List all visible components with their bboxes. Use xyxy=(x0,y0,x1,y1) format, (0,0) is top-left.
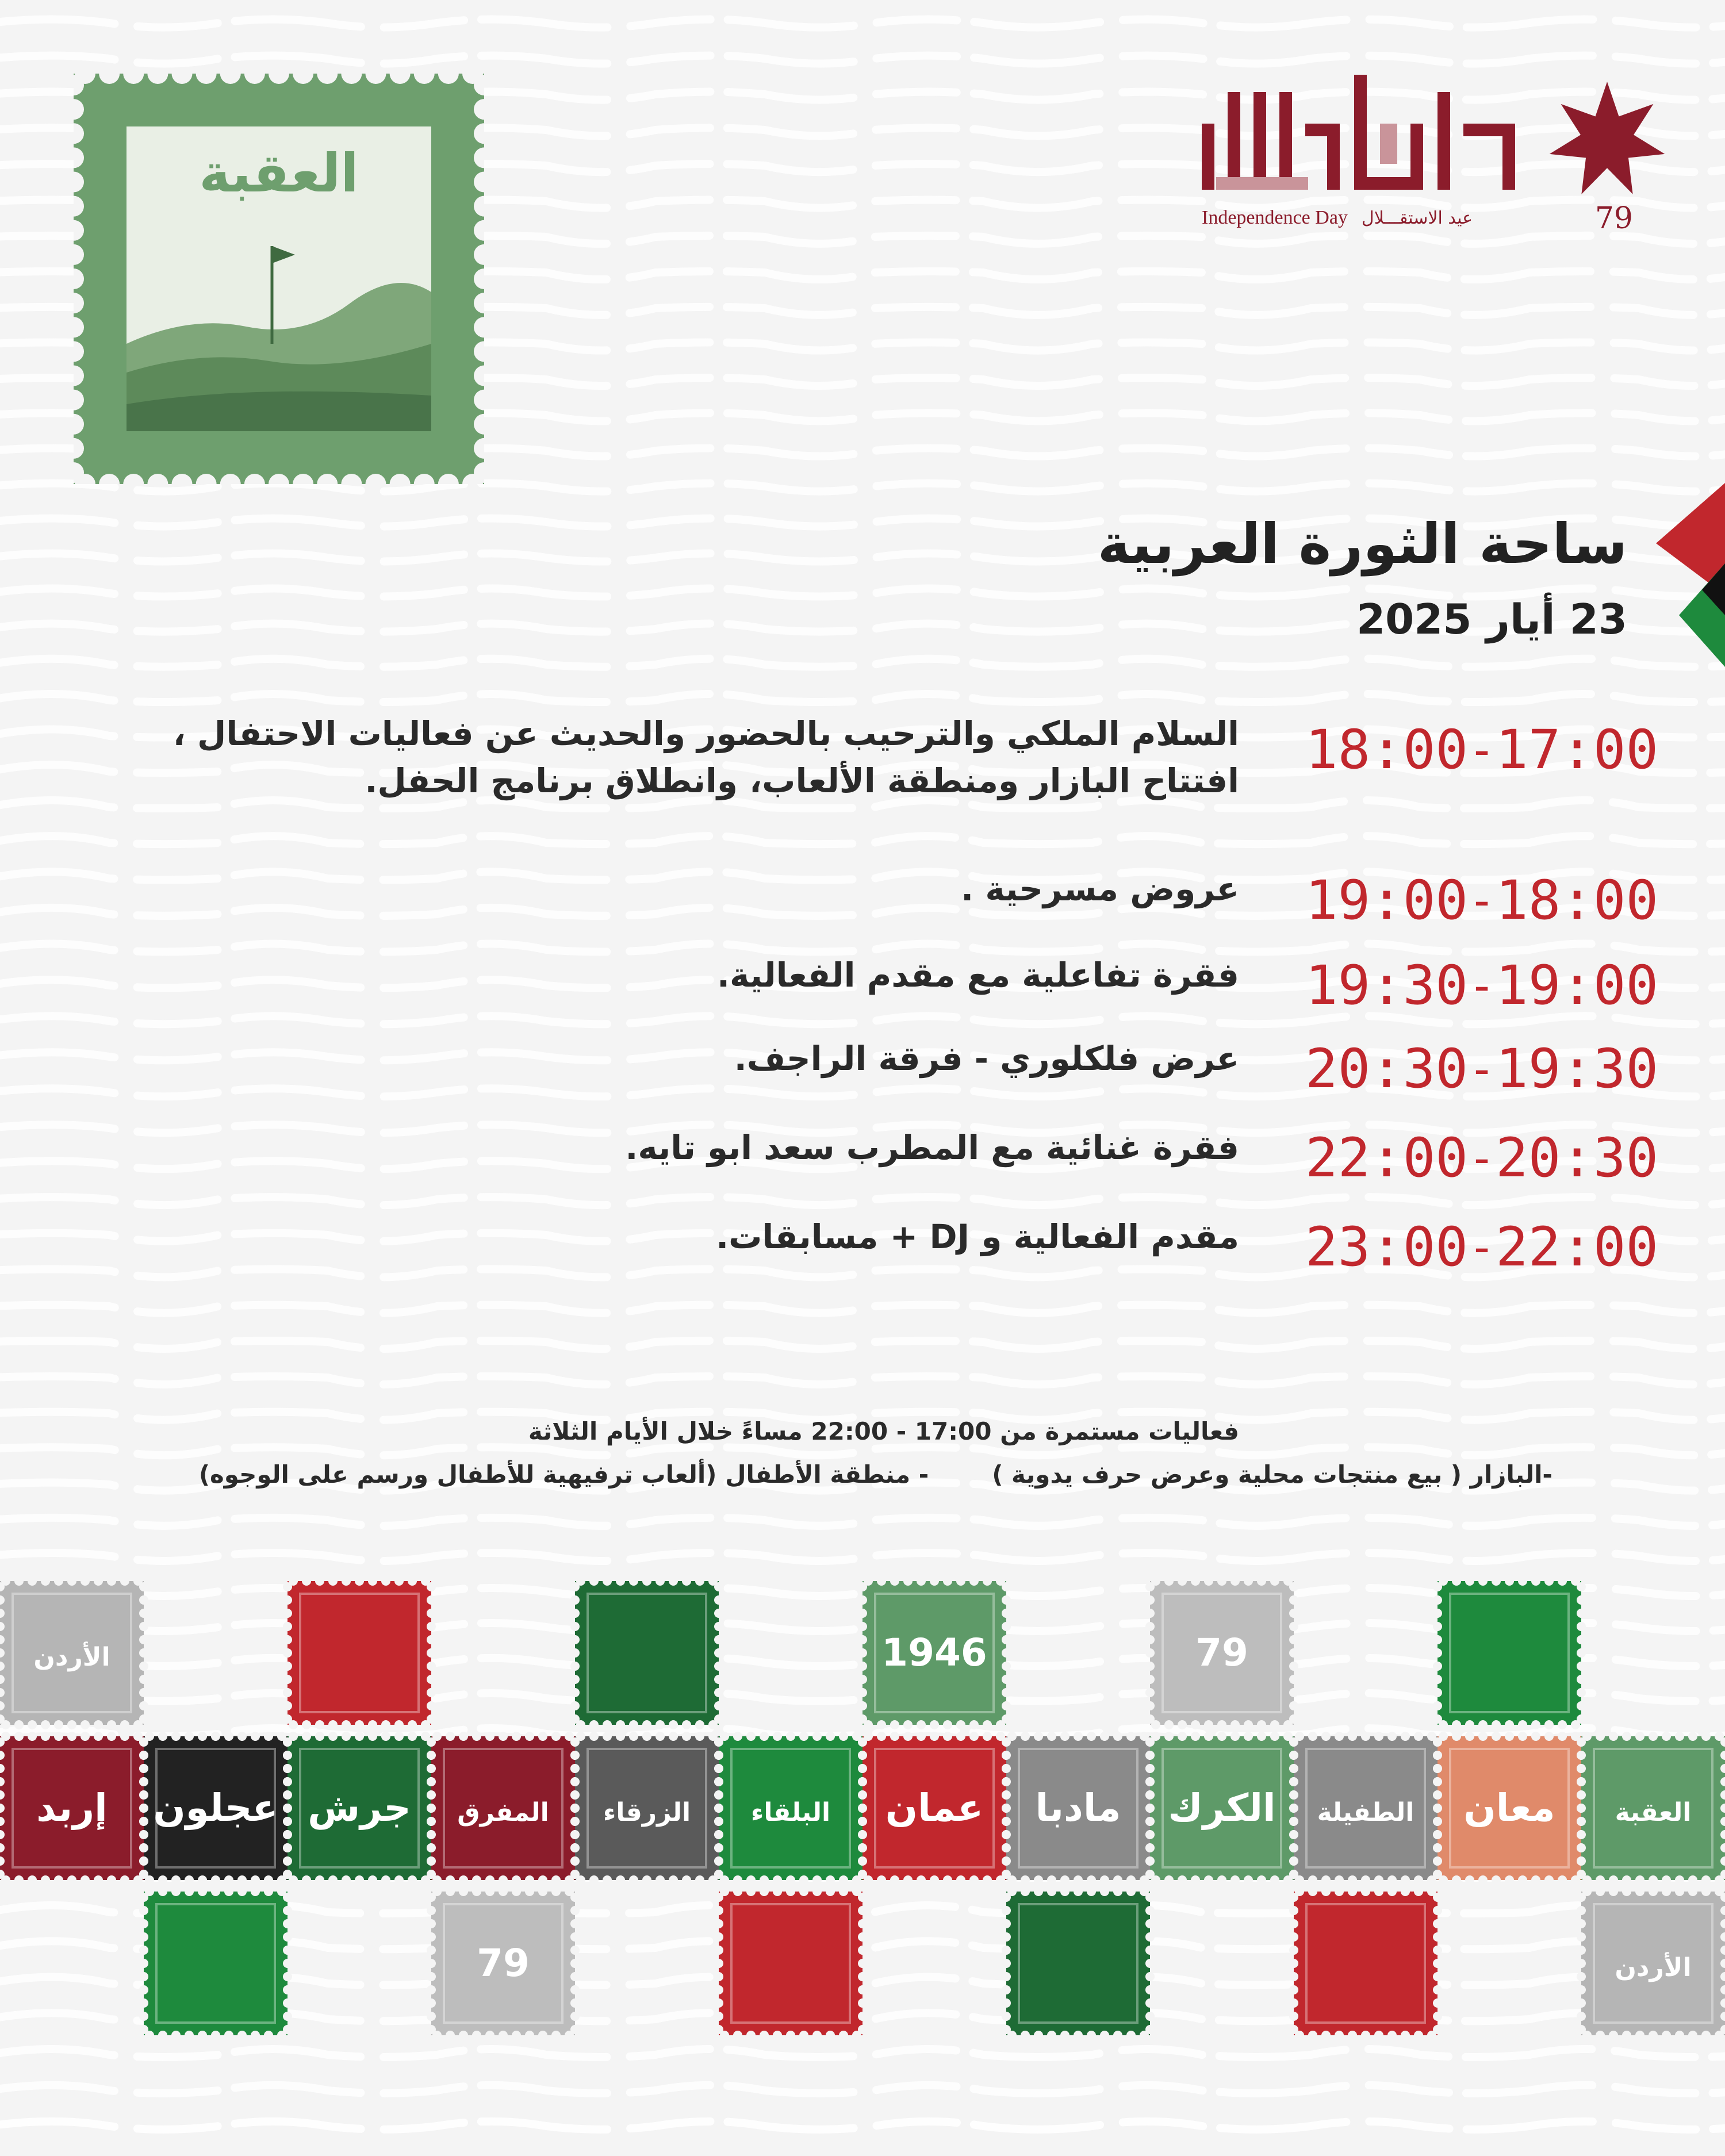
stamp-bottom-label: الأردن xyxy=(1615,1953,1692,1982)
stamp-bottom xyxy=(1577,1887,1725,2040)
stamp-city xyxy=(1145,1732,1298,1885)
stamp-top xyxy=(858,1581,1011,1729)
stamp-city-label: المفرق xyxy=(457,1798,549,1827)
stamp-city-label: الطفيلة xyxy=(1317,1798,1414,1827)
schedule-desc: فقرة تفاعلية مع مقدم الفعالية. xyxy=(716,956,1239,995)
stamp-city xyxy=(283,1732,436,1885)
time-range: 19:30 - 19:00 xyxy=(1305,954,1659,1017)
stamp-bottom xyxy=(714,1887,867,2040)
stamp-city-label: الزرقاء xyxy=(603,1798,691,1827)
stamp-city-label: عمان xyxy=(885,1786,984,1830)
logo-arabic-small: عيد الاستقـــلال xyxy=(1361,208,1473,228)
time-end: 22:00 xyxy=(1305,1127,1468,1190)
logo-english: Independence Day xyxy=(1202,207,1348,228)
logo-arabic-wordmark xyxy=(1184,69,1529,201)
event-date: 23 أيار 2025 xyxy=(1356,595,1627,643)
stamp-city-label: الكرك xyxy=(1168,1786,1276,1830)
aqaba-main-stamp xyxy=(74,74,484,484)
stamp-city xyxy=(714,1732,867,1885)
schedule-desc: السلام الملكي والترحيب بالحضور والحديث عن فعاليات الاحتفال ، افتتاح البازار ومنطقة الألعاب، وانطلاق برنامج الحفل. xyxy=(172,714,1239,801)
stamp-bottom xyxy=(1289,1887,1442,2040)
stamp-city xyxy=(139,1732,292,1885)
stamp-city-label: العقبة xyxy=(1615,1798,1692,1827)
stamp-top xyxy=(1145,1581,1298,1729)
stamp-top-label: الأردن xyxy=(33,1643,110,1672)
logo-subtitle xyxy=(1202,207,1473,229)
stamp-city-label: إربد xyxy=(36,1786,108,1830)
stamp-city xyxy=(1577,1732,1725,1885)
stamp-top-label: 1946 xyxy=(881,1631,987,1675)
stamp-city xyxy=(0,1732,148,1885)
time-range: 23:00 - 22:00 xyxy=(1305,1216,1659,1279)
stamp-top xyxy=(570,1581,723,1729)
stamp-top xyxy=(0,1581,148,1729)
schedule-desc: فقرة غنائية مع المطرب سعد ابو تايه. xyxy=(625,1128,1239,1167)
independence-logo xyxy=(1184,69,1667,241)
stamp-bottom-label: 79 xyxy=(477,1941,530,1985)
stamp-city xyxy=(1289,1732,1442,1885)
schedule-desc: عروض مسرحية . xyxy=(961,869,1239,908)
stamp-city-label: معان xyxy=(1463,1786,1555,1830)
stamp-city xyxy=(1002,1732,1155,1885)
stamp-city xyxy=(858,1732,1011,1885)
time-end: 18:00 xyxy=(1305,719,1468,781)
stamp-city-label: مادبا xyxy=(1035,1786,1121,1830)
stamp-city xyxy=(427,1732,580,1885)
time-end: 19:30 xyxy=(1305,954,1468,1017)
kids-zone-note: - منطقة الأطفال (ألعاب ترفيهية للأطفال ورسم على الوجوه) xyxy=(198,1460,929,1489)
aqaba-stamp-label: العقبة xyxy=(199,143,359,204)
time-start: 22:00 xyxy=(1496,1216,1659,1279)
time-start: 20:30 xyxy=(1496,1127,1659,1190)
venue-title: ساحة الثورة العربية xyxy=(1097,512,1627,576)
time-end: 23:00 xyxy=(1305,1216,1468,1279)
schedule-desc: مقدم الفعالية و DJ + مسابقات. xyxy=(716,1217,1239,1256)
stamp-top xyxy=(283,1581,436,1729)
time-start: 18:00 xyxy=(1496,869,1659,932)
stamp-city xyxy=(570,1732,723,1885)
stamp-city-label: عجلون xyxy=(153,1786,278,1830)
stamp-bottom xyxy=(427,1887,580,2040)
time-range: 18:00 - 17:00 xyxy=(1305,719,1659,781)
stamp-city-label: البلقاء xyxy=(750,1798,831,1827)
schedule-desc: عرض فلكلوري - فرقة الراجف. xyxy=(734,1039,1239,1078)
stamp-city xyxy=(1433,1732,1586,1885)
stamp-collage xyxy=(0,1581,1725,2156)
stamp-bottom xyxy=(1002,1887,1155,2040)
logo-number: 79 xyxy=(1594,201,1633,236)
time-range: 19:00 - 18:00 xyxy=(1305,869,1659,932)
continuous-activities-note: فعاليات مستمرة من 17:00 - 22:00 مساءً خلال الأيام الثلاثة xyxy=(528,1417,1239,1445)
time-range: 20:30 - 19:30 xyxy=(1305,1038,1659,1100)
time-end: 20:30 xyxy=(1305,1038,1468,1100)
stamp-city-label: جرش xyxy=(308,1786,411,1830)
bazaar-note: -البازار ( بيع منتجات محلية وعرض حرف يدوية ) xyxy=(992,1460,1552,1489)
stamp-top xyxy=(1433,1581,1586,1729)
stamp-top-label: 79 xyxy=(1195,1631,1248,1675)
star-icon xyxy=(1547,80,1667,201)
time-start: 17:00 xyxy=(1496,719,1659,781)
flag-triangles xyxy=(1656,483,1725,667)
stamp-bottom xyxy=(139,1887,292,2040)
activities-list xyxy=(199,1460,1552,1489)
time-start: 19:30 xyxy=(1496,1038,1659,1100)
time-end: 19:00 xyxy=(1305,869,1468,932)
time-start: 19:00 xyxy=(1496,954,1659,1017)
time-range: 22:00 - 20:30 xyxy=(1305,1127,1659,1190)
